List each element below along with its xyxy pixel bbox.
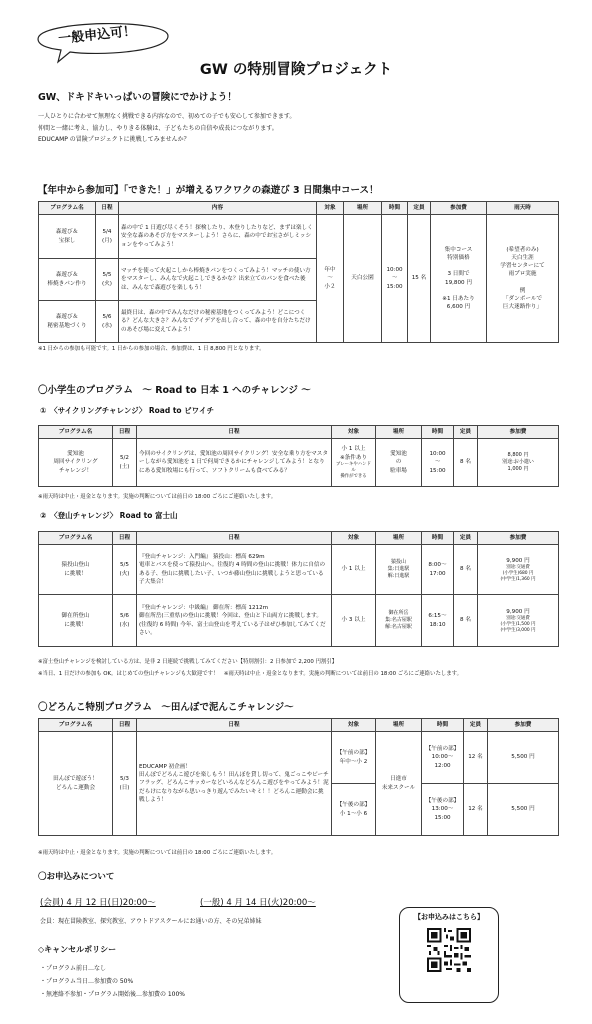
header-cell: 定員 [454, 532, 478, 545]
program-content: 『登山チャレンジ：中級編』 御在所：標高 1212m 御在所岳(三重県)の登山に挑戦！今回は、登山と下山両方に挑戦します。(往復約 6 時間) 今年、富士山登山を考えている子はぜひ参加してみてください。 [137, 595, 332, 647]
program-content: 最終日は、森の中でみんなだけの秘密基地をつくってみよう！どこにつくる？どんな大きさ？みんなでアイデアを出し合って、森の中を自分たちだけのあそび場に変えてみよう！ [119, 301, 317, 343]
table-row [39, 732, 559, 784]
program-date: 5/2 (土) [113, 439, 137, 487]
intro-line: 一人ひとりに合わせて無理なく挑戦できる内容なので、初めての子でも安心して参加できます。 [38, 113, 296, 120]
table-row [39, 439, 559, 487]
header-cell: 日程 [113, 719, 137, 732]
program-place: 天白公園 [344, 215, 382, 343]
page-title: GW の特別冒険プロジェクト [199, 62, 393, 78]
header-cell: 参加費 [431, 202, 487, 215]
program-time: 6:15〜 18:10 [422, 595, 454, 647]
header-cell: 場所 [344, 202, 382, 215]
general-start-date: (一般) 4 月 14 日(火)20:00〜 [200, 898, 316, 908]
program-place: 愛知池 の 駐車場 [376, 439, 422, 487]
mud-table [38, 718, 559, 836]
apply-heading: 〇お申込みについて [38, 872, 115, 882]
header-cell: プログラム名 [39, 202, 96, 215]
header-cell: 対象 [332, 719, 376, 732]
intro-line: EDUCAMP の冒険プロジェクトに挑戦してみませんか？ [38, 136, 190, 143]
header-cell: 時間 [422, 719, 464, 732]
elementary-heading: 〇小学生のプログラム 〜 Road to 日本 1 へのチャレンジ 〜 [38, 385, 311, 396]
program-name: 森遊び＆ 宝探し [39, 215, 96, 259]
header-cell: 参加費 [478, 532, 559, 545]
program-name: 森遊び＆ 秘密基地づくり [39, 301, 96, 343]
header-cell: 時間 [422, 426, 454, 439]
program-place: 御在所岳 集:名古屋駅 解:名古屋駅 [376, 595, 422, 647]
cancel-heading: ◇キャンセルポリシー [38, 945, 117, 954]
program-place: 日進市 未来スクール [376, 732, 422, 836]
header-cell: プログラム名 [39, 719, 113, 732]
program-fee [478, 595, 559, 647]
program-place: 猿投山 集:日進駅 解:日進駅 [376, 545, 422, 595]
fee-detail: 別途:交通費 (小学生)1,500 円 (中学生)3,000 円 [500, 615, 536, 633]
header-cell: 内容 [119, 202, 317, 215]
cancel-item: ・無連絡不参加・プログラム開始後…参加費の 100% [40, 991, 186, 998]
program-date: 5/3 (日) [113, 732, 137, 836]
program-target: 小 3 以上 [332, 595, 376, 647]
program-date: 5/5 (火) [113, 545, 137, 595]
lead-text: GW、ドキドキいっぱいの冒険にでかけよう！ [38, 92, 237, 103]
program-date: 5/4 (月) [96, 215, 119, 259]
program-time-pm: 【午後の部】 13:00〜 15:00 [422, 784, 464, 836]
program-fee-am: 5,500 円 [488, 732, 559, 784]
member-eligibility: 会員：現在冒険教室、探究教室、アウトドアスクールにお通いの方、その兄弟姉妹 [40, 918, 262, 925]
program-name: 猿投山登山 に挑戦！ [39, 545, 113, 595]
cancel-item: ・プログラム当日…参加費の 50% [40, 978, 134, 985]
fee-main: 9,900 円 [506, 608, 530, 615]
header-cell: 場所 [376, 426, 422, 439]
intro-line: 仲間と一緒に考え、協力し、やりきる体験は、子どもたちの自信や成長につながります。 [38, 124, 278, 132]
program-capacity: 8 名 [454, 439, 478, 487]
header-cell: 定員 [454, 426, 478, 439]
program-target: 小 1 以上 [332, 545, 376, 595]
header-cell: 場所 [376, 532, 422, 545]
climbing-subheading: ② 〈登山チャレンジ〉 Road to 富士山 [40, 511, 178, 520]
table-header-row [39, 202, 559, 215]
program-capacity: 8 名 [454, 545, 478, 595]
program-rain: (希望者のみ) 天白生涯 学習センターにて 雨プロ実施 例 「ダンボールで 巨大迷路作り」 [487, 215, 559, 343]
program-content: 『登山チャレンジ：入門編』 猿投山：標高 629m 電車とバスを使って猿投山へ。往復約 4 時間の登山に挑戦！体力に自信のある子、登山に挑戦したい子、いつか藤山登山に挑戦しようと思っている子大集合！ [137, 545, 332, 595]
program-time: 10:00 〜 15:00 [382, 215, 408, 343]
forest-heading: 【年中から参加可】「できた！」が増えるワクワクの森遊び 3 日間集中コース！ [38, 185, 379, 196]
header-cell: 対象 [317, 202, 344, 215]
target-condition: ブレーキやハンドル 操作ができる [336, 461, 371, 479]
header-cell: 場所 [376, 719, 422, 732]
program-target: 年中 〜 小２ [317, 215, 344, 343]
program-date: 5/6 (水) [113, 595, 137, 647]
intro-text [38, 111, 295, 146]
program-time-am: 【午前の部】 10:00〜 12:00 [422, 732, 464, 784]
program-time: 10:00 〜 15:00 [422, 439, 454, 487]
program-capacity: 15 名 [408, 215, 431, 343]
forest-note: ※1 日からの参加も可能です。1 日からの参加の場合、参加費は、1 日 8,800 円となります。 [38, 346, 265, 352]
program-name: 森遊び＆ 棒焼きパン作り [39, 259, 96, 301]
forest-table [38, 201, 559, 343]
program-name: 田んぼで遊ぼう！ どろんこ運動会 [39, 732, 113, 836]
table-header-row [39, 426, 559, 439]
program-name: 愛知池 周回サイクリング チャレンジ！ [39, 439, 113, 487]
cycling-table [38, 425, 559, 487]
program-content: マッチを使って火起こしから棒焼きパンをつくってみよう！マッチの使い方をマスターし、みんなで火起こしできるかな？出来立てのパンを食べた後は、みんなで森遊びを楽しもう！ [119, 259, 317, 301]
program-target-am: 【午前の部】 年中〜小 2 [332, 732, 376, 784]
header-cell: 参加費 [478, 426, 559, 439]
header-cell: プログラム名 [39, 426, 113, 439]
member-start-date: (会員) 4 月 12 日(日)20:00〜 [40, 898, 156, 908]
header-cell: 定員 [408, 202, 431, 215]
cycling-note: ※雨天時は中止・返金となります。実施の判断については前日の 18:00 ごろにご連絡いたします。 [38, 494, 277, 500]
program-date: 5/5 (火) [96, 259, 119, 301]
header-cell: 参加費 [488, 719, 559, 732]
qr-code-icon[interactable] [427, 928, 471, 972]
program-target [332, 439, 376, 487]
fee-detail: 別途:交通費 (小学生)680 円 (中学生)1,360 円 [500, 564, 536, 582]
header-cell: 対象 [332, 426, 376, 439]
program-fee [478, 545, 559, 595]
header-cell: 時間 [422, 532, 454, 545]
header-cell: 日程 [137, 426, 332, 439]
table-header-row [39, 719, 559, 732]
program-date: 5/6 (水) [96, 301, 119, 343]
table-header-row [39, 532, 559, 545]
qr-label: 【お申込みはこちら】 [414, 913, 484, 921]
header-cell: 日程 [113, 532, 137, 545]
program-name: 御在所登山 に挑戦！ [39, 595, 113, 647]
target-note: ※条件あり [339, 454, 368, 461]
program-target-pm: 【午後の部】 小 1〜小 6 [332, 784, 376, 836]
header-cell: 対象 [332, 532, 376, 545]
header-cell: 時間 [382, 202, 408, 215]
program-content: 今回のサイクリングは、愛知池の周回サイクリング！安全な乗り方をマスターしながら愛知池を 1 日で何周できるかにチャレンジしてみよう！となりにある愛知牧場にも行って、ソフトクリームも食べてみる？ [137, 439, 332, 487]
table-row [39, 545, 559, 595]
mud-note: ※雨天時は中止・返金となります。実施の判断については前日の 18:00 ごろにご連絡いたします。 [38, 850, 277, 856]
program-content: EDUCAMP 初企画！ 田んぼでどろんこ遊びを楽しもう！田んぼを貸し切って、鬼ごっこやビーチフラッグ、どろんこサッカーなどいろんなどろんこ遊びをやってみよう！泥だらけになりながら思いっきり遊んでみたいキミ！！どろんこ運動会に挑戦しよう！ [137, 732, 332, 836]
header-cell: 日程 [96, 202, 119, 215]
climbing-note-discount: ※富士登山チャレンジを検討している方は、是非 2 日連続で挑戦してみてください【特別割引：2 日参加で 2,200 円割引】 [38, 659, 338, 665]
program-fee-pm: 5,500 円 [488, 784, 559, 836]
climbing-table [38, 531, 559, 647]
program-capacity: 8 名 [454, 595, 478, 647]
header-cell: 日程 [137, 532, 332, 545]
header-cell: 雨天時 [487, 202, 559, 215]
cycling-subheading: ① 〈サイクリングチャレンジ〉 Road to ビワイチ [40, 406, 214, 415]
fee-main: 9,900 円 [506, 557, 530, 564]
header-cell: 日程 [113, 426, 137, 439]
availability-badge: 一般申込可！ [57, 23, 137, 48]
table-row [39, 595, 559, 647]
target-main: 小 1 以上 [341, 446, 366, 453]
program-time: 8:00〜 17:00 [422, 545, 454, 595]
table-row [39, 215, 559, 259]
program-capacity-am: 12 名 [464, 732, 488, 784]
cancel-list [40, 962, 185, 1001]
program-fee: 8,800 円 別途:お小遣い 1,000 円 [478, 439, 559, 487]
header-cell: 日程 [137, 719, 332, 732]
program-capacity-pm: 12 名 [464, 784, 488, 836]
program-fee: 集中コース 特別価格 3 日間で 19,800 円 ※1 日あたり 6,600 円 [431, 215, 487, 343]
header-cell: プログラム名 [39, 532, 113, 545]
climbing-note-rain: ※当日、1 日だけの参加も OK。はじめての登山チャレンジも大歓迎です！ ※雨天時は中止・返金となります。実施の判断については前日の 18:00 ごろにご連絡いたします。 [38, 671, 462, 677]
mud-heading: 〇どろんこ特別プログラム 〜田んぼで泥んこチャレンジ〜 [38, 702, 294, 713]
header-cell: 定員 [464, 719, 488, 732]
program-content: 森の中で 1 日遊び尽くそう！探検したり、木登りしたりなど、まずは楽しく安全な森のあそび方をマスターしよう！さらに、森の中でお宝さがしミッションをやってみよう！ [119, 215, 317, 259]
cancel-item: ・プログラム前日…なし [40, 965, 106, 972]
